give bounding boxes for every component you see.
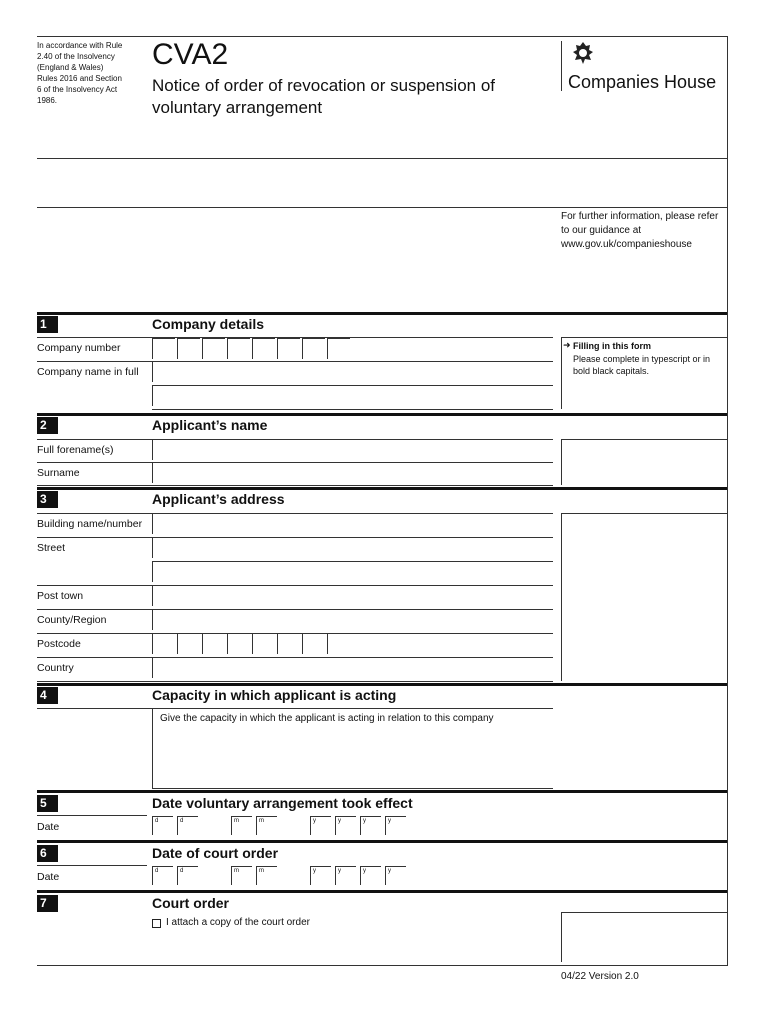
section-6-number: 6 [37,845,58,862]
country-input[interactable] [152,657,553,678]
row-rule [37,815,147,816]
side-box-border [561,439,562,485]
filling-text: Please complete in typescript or in bold black capitals. [573,354,711,376]
form-code: CVA2 [152,38,229,71]
year-box-3[interactable]: y [360,816,381,835]
day-box-2[interactable]: d [177,816,198,835]
postcode-char[interactable] [327,633,350,654]
further-info: For further information, please refer to our guidance at www.gov.uk/companieshouse [561,211,719,250]
row-rule [37,681,553,682]
post-town-input[interactable] [152,585,553,606]
year-box-2[interactable]: y [335,816,356,835]
section-6-title: Date of court order [152,845,279,861]
post-town-label: Post town [37,590,84,602]
section-4-number: 4 [37,687,58,704]
capacity-prompt: Give the capacity in which the applicant is acting in relation to this company [160,713,494,724]
row-rule [152,385,553,386]
filling-title: Filling in this form [573,341,651,351]
brand-name: Companies House [568,72,717,92]
postcode-label: Postcode [37,638,81,650]
form-title: Notice of order of revocation or suspension of voluntary arrangement [152,76,496,117]
guidance-rule [561,337,727,338]
section-7-title: Court order [152,895,229,911]
attach-label: I attach a copy of the court order [166,917,310,928]
header-rule-1 [37,158,727,159]
section-4-rule [37,683,727,686]
company-number-digit[interactable] [302,338,325,359]
street-input-2[interactable] [152,561,553,582]
version-text: 04/22 Version 2.0 [561,971,639,982]
company-number-digit[interactable] [277,338,300,359]
row-rule [37,485,553,486]
row-rule [37,865,147,866]
section-4-title: Capacity in which applicant is acting [152,687,397,703]
header-rule-2 [37,207,727,208]
surname-input[interactable] [152,462,553,483]
year-box-3[interactable]: y [360,866,381,885]
year-box-4[interactable]: y [385,816,406,835]
company-number-digit[interactable] [227,338,250,359]
section-2-number: 2 [37,417,58,434]
company-number-digit[interactable] [252,338,275,359]
company-number-digit[interactable] [202,338,225,359]
section-2-rule [37,413,727,416]
bottom-rule [37,965,727,966]
company-number-digit[interactable] [177,338,200,359]
row-rule [152,561,553,562]
building-label: Building name/number [37,518,143,530]
section-5-title: Date voluntary arrangement took effect [152,795,413,811]
postcode-char[interactable] [227,633,250,654]
year-box-1[interactable]: y [310,866,331,885]
top-rule [37,36,727,37]
year-box-2[interactable]: y [335,866,356,885]
section-7-rule [37,890,727,893]
month-box-2[interactable]: m [256,816,277,835]
legal-note: In accordance with Rule 2.40 of the Insolvency (England & Wales) Rules 2016 and Section 6 of the Insolvency Act 1986. [37,41,123,105]
arrow-right-icon: ➜ [563,340,571,350]
postcode-char[interactable] [302,633,325,654]
day-box-2[interactable]: d [177,866,198,885]
section-1-rule [37,312,727,315]
county-label: County/Region [37,614,107,626]
side-box-border [561,513,562,681]
building-input[interactable] [152,513,553,534]
side-box-rule [561,513,727,514]
company-name-label: Company name in full [37,366,139,378]
forenames-label: Full forename(s) [37,444,114,456]
section-3-title: Applicant’s address [152,491,285,507]
date-label: Date [37,871,60,883]
date-label: Date [37,821,60,833]
side-box-rule [561,912,727,913]
right-border [727,36,728,966]
day-box-1[interactable]: d [152,866,173,885]
section-6-rule [37,840,727,843]
crest-icon [568,40,598,68]
attach-checkbox[interactable] [152,919,161,928]
side-box-rule [561,439,727,440]
month-box-2[interactable]: m [256,866,277,885]
section-1-number: 1 [37,316,58,333]
company-number-label: Company number [37,342,121,354]
section-5-number: 5 [37,795,58,812]
section-3-number: 3 [37,491,58,508]
month-box-1[interactable]: m [231,866,252,885]
forenames-input[interactable] [152,439,553,460]
section-3-rule [37,487,727,490]
side-box-border [561,912,562,962]
company-number-digit[interactable] [152,338,175,359]
company-name-input-1[interactable] [152,361,553,382]
day-box-1[interactable]: d [152,816,173,835]
postcode-char[interactable] [277,633,300,654]
surname-label: Surname [37,467,80,479]
row-rule [152,788,553,789]
county-input[interactable] [152,609,553,630]
year-box-4[interactable]: y [385,866,406,885]
postcode-char[interactable] [252,633,275,654]
street-input-1[interactable] [152,537,553,558]
section-2-title: Applicant’s name [152,417,268,433]
section-7-number: 7 [37,895,58,912]
postcode-char[interactable] [177,633,200,654]
section-5-rule [37,790,727,793]
section-1-title: Company details [152,316,265,332]
street-label: Street [37,542,66,554]
row-rule [152,409,553,410]
postcode-char[interactable] [202,633,225,654]
guidance-left-border [561,337,562,409]
postcode-char[interactable] [152,633,175,654]
company-name-input-2[interactable] [152,385,553,406]
month-box-1[interactable]: m [231,816,252,835]
year-box-1[interactable]: y [310,816,331,835]
country-label: Country [37,662,74,674]
logo-divider [561,41,562,91]
company-number-digit[interactable] [327,338,350,359]
